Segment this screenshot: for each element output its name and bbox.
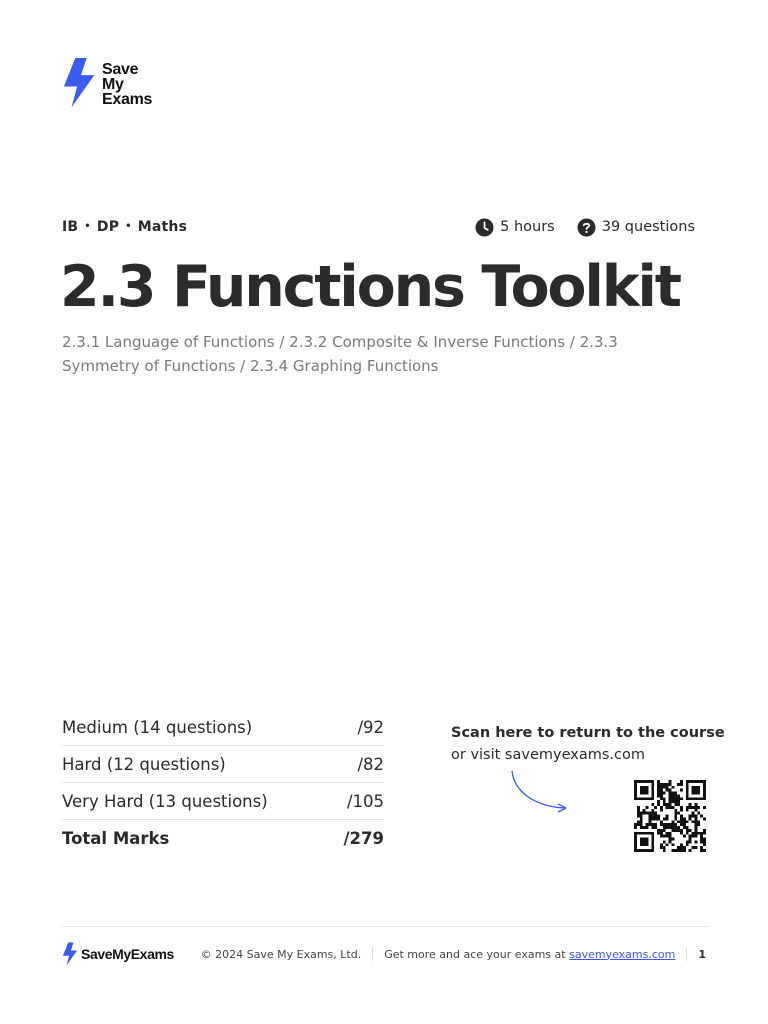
marks-row-value: /279 — [343, 828, 384, 848]
breadcrumb-separator: • — [125, 221, 132, 232]
duration-text: 5 hours — [500, 219, 555, 235]
marks-row-value: /82 — [357, 754, 384, 774]
logo-wordmark — [102, 62, 152, 107]
marks-table — [62, 709, 384, 856]
marks-row-value: /92 — [357, 717, 384, 737]
marks-row-label: Hard (12 questions) — [62, 754, 226, 774]
meta-row — [62, 217, 695, 237]
save-my-exams-logo — [62, 58, 152, 110]
topics-subtitle: 2.3.1 Language of Functions / 2.3.2 Composite & Inverse Functions / 2.3.3 Symmetry of Functions / 2.3.4 Graphing Functions — [62, 333, 618, 375]
footer — [62, 940, 706, 968]
scan-subtitle: or visit savemyexams.com — [451, 747, 645, 763]
footer-info — [201, 947, 706, 961]
questions-stat — [577, 218, 695, 237]
duration-stat — [475, 218, 555, 237]
scan-title: Scan here to return to the course — [451, 725, 725, 741]
marks-row-label: Very Hard (13 questions) — [62, 791, 268, 811]
footer-separator — [686, 947, 687, 961]
qr-code[interactable] — [634, 780, 706, 852]
logo-line-2: My — [102, 75, 124, 93]
footer-cta-text: Get more and ace your exams at — [384, 947, 566, 961]
marks-row-very-hard — [62, 783, 384, 820]
questions-count-text: 39 questions — [601, 219, 695, 235]
curved-arrow-icon — [508, 768, 572, 814]
footer-logo — [62, 942, 174, 966]
breadcrumb-level: DP — [96, 219, 120, 235]
breadcrumb-separator: • — [84, 221, 91, 232]
question-mark-icon — [577, 218, 596, 237]
logo-line-3: Exams — [102, 90, 153, 108]
exam-stats — [475, 218, 695, 237]
lightning-bolt-icon — [62, 58, 98, 110]
marks-row-label: Total Marks — [62, 828, 170, 848]
breadcrumb-board: IB — [62, 219, 79, 235]
marks-row-value: /105 — [346, 791, 384, 811]
breadcrumb — [62, 219, 187, 235]
marks-row-hard — [62, 746, 384, 783]
footer-brand: SaveMyExams — [81, 946, 174, 962]
marks-row-label: Medium (14 questions) — [62, 717, 253, 737]
footer-link[interactable]: savemyexams.com — [569, 947, 676, 961]
footer-cta — [384, 948, 675, 961]
scan-block — [451, 722, 725, 766]
copyright-text: © 2024 Save My Exams, Ltd. — [200, 947, 362, 961]
clock-icon — [475, 218, 494, 237]
marks-row-medium — [62, 709, 384, 746]
footer-separator — [372, 947, 373, 961]
page-title: 2.3 Functions Toolkit — [60, 254, 680, 320]
breadcrumb-subject: Maths — [137, 219, 188, 235]
marks-row-total — [62, 820, 384, 856]
footer-divider — [62, 926, 708, 927]
lightning-bolt-icon — [62, 942, 78, 966]
logo-line-1: Save — [102, 60, 139, 78]
page-number: 1 — [698, 947, 706, 961]
